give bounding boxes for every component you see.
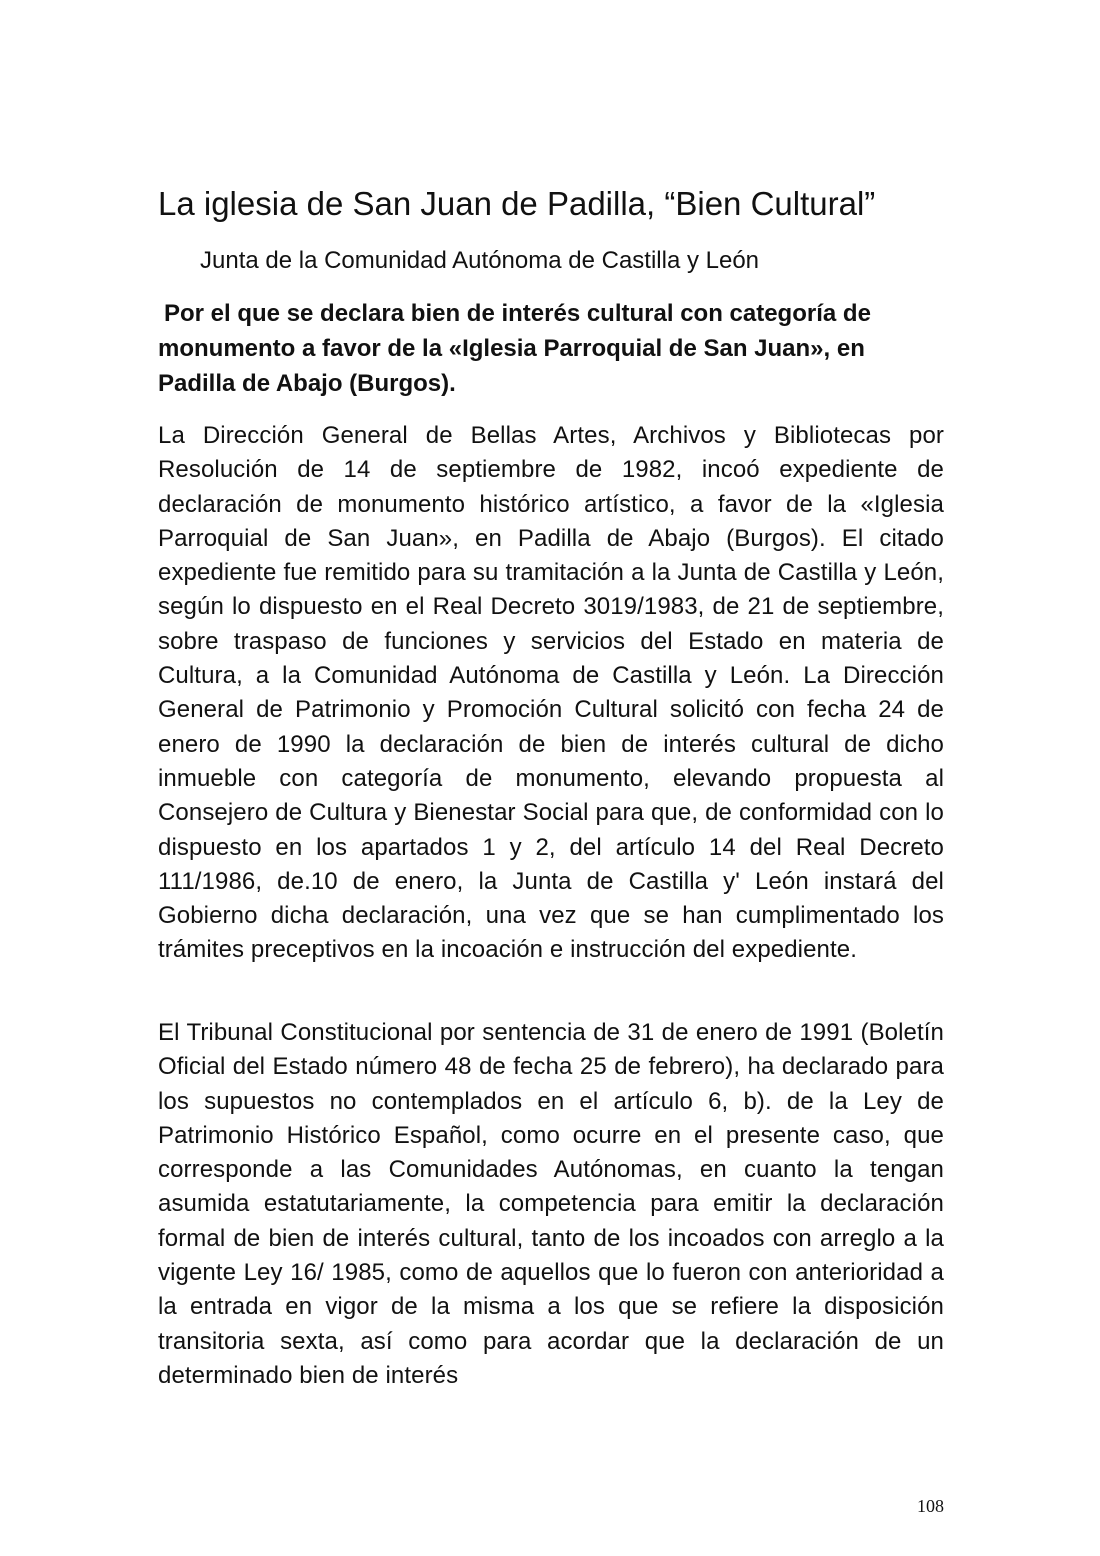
- page-number: 108: [917, 1496, 944, 1516]
- body-paragraph-2: El Tribunal Constitucional por sentencia de 31 de enero de 1991 (Boletín Oficial del Estado número 48 de fecha 25 de febrero), ha declarado para los supuestos no contemplados en el artículo 6, b). de la Ley de Patrimonio Histórico Español, como ocurre en el presente caso, que corresponde a las Comunidades Autónomas, en cuanto la tengan asumida estatutariamente, la competencia para emitir la declaración formal de bien de interés cultural, tanto de los incoados con arreglo a la vigente Ley 16/ 1985, como de aquellos que lo fueron con anterioridad a la entrada en vigor de la misma a los que se refiere la disposición transitoria sexta, así como para acordar que la declaración de un determinado bien de interés: [158, 1019, 944, 1389]
- document-title: La iglesia de San Juan de Padilla, “Bien Cultural”: [158, 185, 876, 222]
- resolution-heading: Por el que se declara bien de interés cultural con categoría de monumento a favor de la «Iglesia Parroquial de San Juan», en Padilla de Abajo (Burgos).: [158, 300, 871, 397]
- body-paragraph-1: La Dirección General de Bellas Artes, Archivos y Bibliotecas por Resolución de 14 de septiembre de 1982, incoó expediente de declaración de monumento histórico artístico, a favor de la «Iglesia Parroquial de San Juan», en Padilla de Abajo (Burgos). El citado expediente fue remitido para su tramitación a la Junta de Castilla y León, según lo dispuesto en el Real Decreto 3019/1983, de 21 de septiembre, sobre traspaso de funciones y servicios del Estado en materia de Cultura, a la Comunidad Autónoma de Castilla y León. La Dirección General de Patrimonio y Promoción Cultural solicitó con fecha 24 de enero de 1990 la declaración de bien de interés cultural de dicho inmueble con categoría de monumento, elevando propuesta al Consejero de Cultura y Bienestar Social para que, de conformidad con lo dispuesto en los apartados 1 y 2, del artículo 14 del Real Decreto 111/1986, de.10 de enero, la Junta de Castilla y' León instará del Gobierno dicha declaración, una vez que se han cumplimentado los trámites preceptivos en la incoación e instrucción del expediente.: [158, 422, 944, 964]
- document-subtitle: Junta de la Comunidad Autónoma de Castilla y León: [200, 247, 760, 274]
